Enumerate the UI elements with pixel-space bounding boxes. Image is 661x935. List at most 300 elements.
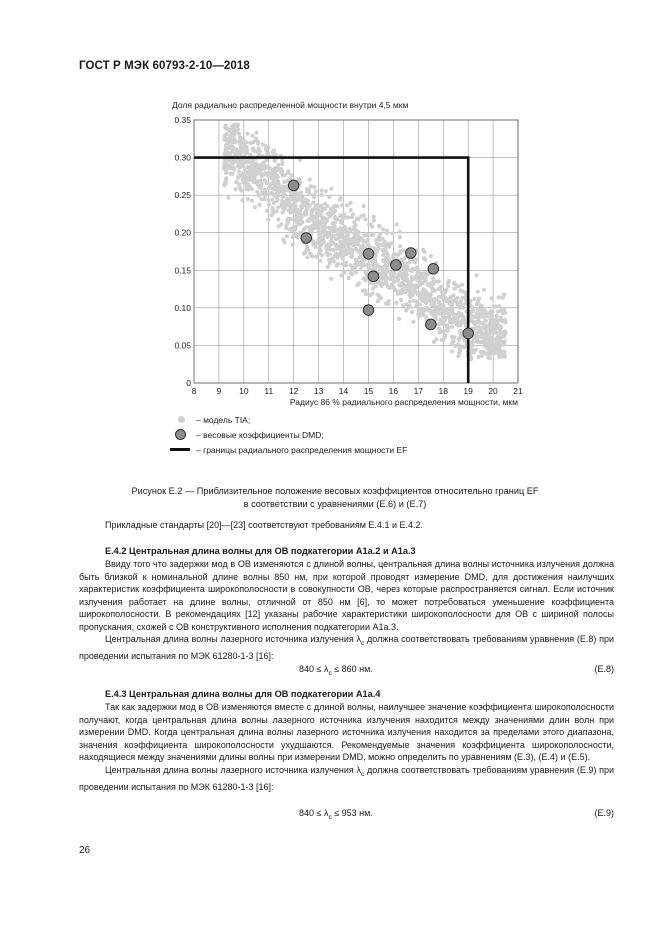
tia-point	[489, 309, 493, 313]
tia-point	[497, 295, 501, 299]
formula-e8-b: ≤ 860 нм.	[331, 664, 373, 674]
tia-point	[452, 339, 456, 343]
tia-point	[424, 301, 428, 305]
section-e42-p1: Ввиду того что задержки мод в ОВ изменяются с длиной волны, центральная длина волны источника излучения должна быть близкой к номинальной длине волны 850 нм, при которой проводят измерение DMD, для достижения наилучших характеристик коэффициента широкополосности в совокупности ОВ, через которые распространяется сигнал. Если источник излучения работает на длине волны, отличной от 850 нм [6], то может потребоваться уменьшение коэффициента широкополосности. В рекомендациях [12] указаны рабочие характеристики широкополосности для ОВ с шириной полосы пропускания, схожей с ОВ конструктивного исполнения подкатегории А1а.3.	[79, 559, 614, 632]
tia-point	[411, 320, 415, 324]
tia-point	[251, 148, 255, 152]
legend-label-dmd: – весовые коэффициенты DMD;	[196, 429, 324, 440]
tia-point	[359, 267, 363, 271]
tia-point	[497, 348, 501, 352]
tia-point	[338, 252, 342, 256]
formula-e9-sub: c	[328, 813, 332, 821]
tia-point	[477, 315, 481, 319]
chart-legend	[168, 412, 407, 457]
tia-point	[250, 187, 254, 191]
tia-point	[267, 203, 271, 207]
tia-point	[245, 187, 249, 191]
tia-point	[341, 248, 345, 252]
tia-point	[452, 281, 456, 285]
tia-point	[371, 286, 375, 290]
tia-point	[418, 280, 422, 284]
tia-point	[305, 255, 309, 259]
tia-point	[463, 339, 467, 343]
tia-point	[223, 134, 227, 138]
tia-point	[285, 234, 289, 238]
tia-point	[237, 184, 241, 188]
tia-point	[418, 302, 422, 306]
tia-point	[265, 209, 269, 213]
tia-point	[420, 293, 424, 297]
tia-point	[354, 229, 358, 233]
tia-point	[502, 342, 506, 346]
tia-point	[354, 270, 358, 274]
tia-point	[443, 311, 447, 315]
formula-e9-expression	[299, 808, 373, 821]
tia-point	[478, 321, 482, 325]
tia-point	[280, 162, 284, 166]
tia-point	[352, 235, 356, 239]
tia-point	[297, 215, 301, 219]
tia-point	[284, 226, 288, 230]
tia-point	[420, 308, 424, 312]
tia-point	[475, 273, 479, 277]
tia-point	[376, 263, 380, 267]
tia-point	[355, 261, 359, 265]
tia-point	[252, 164, 256, 168]
tia-point	[273, 159, 277, 163]
tia-point	[276, 167, 280, 171]
tia-point	[357, 281, 361, 285]
y-tick-label: 0.25	[174, 190, 191, 201]
tia-point	[363, 277, 367, 281]
scatter-chart	[160, 98, 540, 410]
tia-point	[232, 123, 236, 127]
tia-point	[224, 178, 228, 182]
tia-point	[315, 218, 319, 222]
tia-point	[250, 134, 254, 138]
tia-point	[490, 296, 494, 300]
tia-point	[327, 195, 331, 199]
formula-e8-sub: c	[328, 669, 332, 677]
tia-point	[272, 187, 276, 191]
tia-point	[446, 281, 450, 285]
tia-point	[292, 197, 296, 201]
tia-point	[433, 310, 437, 314]
tia-point	[391, 255, 395, 259]
tia-point	[327, 226, 331, 230]
tia-point	[291, 209, 295, 213]
tia-point	[229, 160, 233, 164]
x-tick-label: 18	[438, 386, 448, 396]
formula-e8-expression	[299, 664, 373, 677]
tia-point	[460, 283, 464, 287]
tia-point	[237, 132, 241, 136]
tia-point	[390, 241, 394, 245]
tia-point	[323, 202, 327, 206]
tia-point	[349, 228, 353, 232]
tia-point	[348, 201, 352, 205]
tia-point	[286, 221, 290, 225]
tia-point	[493, 337, 497, 341]
tia-point	[499, 325, 503, 329]
tia-point	[387, 259, 391, 263]
tia-point	[296, 208, 300, 212]
e43-p2-text-a: Центральная длина волны лазерного источника излучения λ	[105, 764, 362, 775]
tia-point	[330, 230, 334, 234]
tia-point	[410, 269, 414, 273]
tia-point	[321, 240, 325, 244]
formula-e9-number: (Е.9)	[594, 808, 614, 818]
legend-item-tia	[168, 412, 407, 427]
tia-point	[487, 337, 491, 341]
tia-point	[225, 170, 229, 174]
tia-point	[471, 315, 475, 319]
tia-point	[499, 316, 503, 320]
tia-point	[273, 194, 277, 198]
tia-point	[357, 238, 361, 242]
tia-point	[398, 230, 402, 234]
tia-point	[408, 300, 412, 304]
tia-point	[372, 215, 376, 219]
tia-point	[377, 243, 381, 247]
tia-point	[229, 172, 233, 176]
tia-point	[245, 141, 249, 145]
tia-point	[349, 208, 353, 212]
tia-point	[335, 255, 339, 259]
dmd-point	[368, 271, 379, 282]
tia-point	[311, 242, 315, 246]
chart-x-axis-label: Радиус 86 % радиального распределения мощности, мкм	[289, 397, 518, 407]
tia-point	[454, 322, 458, 326]
tia-point	[461, 319, 465, 323]
tia-point	[417, 271, 421, 275]
tia-point	[485, 353, 489, 357]
tia-point	[335, 264, 339, 268]
tia-point	[494, 326, 498, 330]
x-tick-label: 12	[288, 386, 299, 396]
tia-point	[369, 233, 373, 237]
tia-point	[326, 233, 330, 237]
tia-point	[480, 354, 484, 358]
tia-point	[473, 297, 477, 301]
tia-point	[280, 204, 284, 208]
tia-point	[366, 243, 370, 247]
tia-point	[248, 160, 252, 164]
ef-line-icon	[170, 448, 190, 451]
tia-point	[346, 233, 350, 237]
tia-point	[259, 197, 263, 201]
tia-point	[354, 242, 358, 246]
tia-point	[458, 346, 462, 350]
tia-point	[327, 258, 331, 262]
tia-point	[334, 252, 338, 256]
tia-point	[254, 131, 258, 135]
tia-point	[310, 217, 314, 221]
tia-point	[232, 168, 236, 172]
tia-point	[495, 314, 499, 318]
tia-point	[363, 269, 367, 273]
tia-point	[483, 344, 487, 348]
x-tick-label: 21	[513, 386, 523, 396]
tia-point	[324, 225, 328, 229]
tia-point	[429, 311, 433, 315]
dmd-point	[463, 328, 474, 339]
dmd-point	[363, 249, 374, 260]
tia-point	[342, 242, 346, 246]
tia-point	[308, 177, 312, 181]
tia-point	[234, 180, 238, 184]
tia-point	[241, 180, 245, 184]
standard-header: ГОСТ Р МЭК 60793-2-10—2018	[79, 60, 250, 72]
tia-point	[276, 217, 280, 221]
tia-point	[406, 265, 410, 269]
tia-point	[338, 214, 342, 218]
section-e43-body	[79, 701, 614, 793]
tia-point	[302, 252, 306, 256]
tia-point	[294, 233, 298, 237]
tia-point	[428, 299, 432, 303]
tia-point	[304, 212, 308, 216]
tia-point	[488, 356, 492, 360]
tia-point	[310, 254, 314, 258]
tia-point	[456, 302, 460, 306]
tia-point	[227, 146, 231, 150]
tia-point	[227, 137, 231, 141]
tia-point	[320, 193, 324, 197]
dmd-point	[426, 319, 437, 330]
tia-point	[227, 129, 231, 133]
tia-point	[356, 217, 360, 221]
figure-caption	[100, 485, 570, 511]
tia-point	[331, 210, 335, 214]
tia-point	[348, 238, 352, 242]
tia-point	[347, 276, 351, 280]
tia-point	[485, 312, 489, 316]
tia-point	[310, 224, 314, 228]
e42-p2-text-b: должна соответствовать требованиям уравнения (Е.8) при проведении испытания по МЭК 61280-1-3 [16]:	[79, 634, 614, 662]
tia-point	[497, 341, 501, 345]
tia-point	[372, 218, 376, 222]
y-tick-label: 0.20	[174, 227, 191, 238]
tia-point	[258, 150, 262, 154]
e43-p2-text-b: должна соответствовать требованиям уравнения (Е.9) при проведении испытания по МЭК 61280-1-3 [16]:	[79, 764, 614, 792]
tia-point	[280, 185, 284, 189]
tia-point	[350, 254, 354, 258]
tia-point	[422, 250, 426, 254]
tia-point	[501, 296, 505, 300]
tia-point	[450, 325, 454, 329]
tia-point	[255, 182, 259, 186]
tia-point	[280, 171, 284, 175]
formula-e9-a: 840 ≤ λ	[299, 808, 329, 818]
tia-point	[375, 250, 379, 254]
figure-caption-line2: в соответствии с уравнениями (Е.6) и (Е.7)	[243, 499, 427, 509]
tia-point	[362, 240, 366, 244]
tia-point	[386, 263, 390, 267]
tia-point	[378, 233, 382, 237]
tia-point	[408, 280, 412, 284]
tia-point	[403, 276, 407, 280]
tia-point	[429, 303, 433, 307]
tia-point	[286, 171, 290, 175]
tia-point	[318, 204, 322, 208]
tia-point	[255, 172, 259, 176]
tia-point	[503, 320, 507, 324]
tia-point	[450, 349, 454, 353]
tia-point	[226, 196, 230, 200]
tia-point	[413, 290, 417, 294]
formula-e8-a: 840 ≤ λ	[299, 664, 329, 674]
tia-point	[325, 251, 329, 255]
tia-point	[245, 132, 249, 136]
tia-point	[442, 319, 446, 323]
tia-point	[381, 276, 385, 280]
tia-point	[328, 248, 332, 252]
tia-point	[277, 193, 281, 197]
tia-point	[246, 197, 250, 201]
y-tick-label: 0.05	[174, 340, 191, 351]
tia-point	[265, 180, 269, 184]
page-number: 26	[79, 845, 91, 856]
tia-point	[250, 199, 254, 203]
tia-point	[271, 208, 275, 212]
tia-point	[271, 175, 275, 179]
tia-point	[399, 249, 403, 253]
tia-point	[404, 302, 408, 306]
tia-point	[342, 225, 346, 229]
tia-point	[378, 296, 382, 300]
tia-point	[276, 205, 280, 209]
tia-point	[398, 235, 402, 239]
tia-point	[381, 266, 385, 270]
tia-point	[267, 198, 271, 202]
tia-point	[230, 140, 234, 144]
tia-point	[455, 296, 459, 300]
x-tick-label: 8	[191, 386, 197, 396]
tia-point	[415, 300, 419, 304]
tia-point	[369, 222, 373, 226]
tia-point	[312, 195, 316, 199]
section-e43-heading: Е.4.3 Центральная длина волны для ОВ подкатегории А1а.4	[105, 689, 381, 699]
tia-point	[249, 141, 253, 145]
tia-point	[240, 198, 244, 202]
tia-point	[385, 228, 389, 232]
tia-point	[499, 330, 503, 334]
tia-point	[256, 140, 260, 144]
x-tick-label: 19	[463, 386, 473, 396]
dmd-point	[363, 305, 374, 316]
tia-point	[494, 330, 498, 334]
tia-point	[476, 290, 480, 294]
tia-point	[434, 316, 438, 320]
tia-point	[471, 309, 475, 313]
tia-point	[364, 292, 368, 296]
tia-point	[294, 225, 298, 229]
dmd-point	[428, 264, 439, 275]
section-e42-p2	[79, 633, 614, 663]
section-e43-p2	[79, 764, 614, 794]
tia-point	[398, 289, 402, 293]
tia-point	[319, 249, 323, 253]
tia-point	[478, 303, 482, 307]
tia-point	[264, 192, 268, 196]
tia-point	[223, 125, 227, 129]
y-tick-label: 0.30	[174, 152, 191, 163]
tia-point	[307, 218, 311, 222]
x-tick-label: 14	[338, 386, 349, 396]
tia-point	[374, 254, 378, 258]
tia-point	[384, 301, 388, 305]
tia-point	[366, 238, 370, 242]
chart-title: Доля радиально распределенной мощности внутри 4,5 мкм	[172, 100, 409, 110]
tia-point	[363, 233, 367, 237]
tia-point	[267, 186, 271, 190]
tia-point	[402, 284, 406, 288]
tia-point	[395, 222, 399, 226]
tia-point	[246, 171, 250, 175]
tia-point	[346, 248, 350, 252]
tia-point	[350, 215, 354, 219]
tia-point	[500, 308, 504, 312]
tia-point	[474, 334, 478, 338]
tia-point	[381, 253, 385, 257]
tia-point	[320, 253, 324, 257]
tia-point	[436, 279, 440, 283]
legend-item-dmd	[168, 427, 407, 442]
chart-svg	[160, 98, 540, 410]
tia-point	[429, 254, 433, 258]
tia-point	[233, 187, 237, 191]
tia-point	[309, 213, 313, 217]
tia-point	[387, 276, 391, 280]
y-tick-label: 0.35	[174, 115, 191, 125]
tia-point	[323, 222, 327, 226]
tia-point	[333, 216, 337, 220]
tia-point	[251, 176, 255, 180]
tia-point	[381, 248, 385, 252]
e43-p2-subscript: c	[361, 770, 365, 778]
tia-point	[476, 300, 480, 304]
tia-point	[350, 272, 354, 276]
tia-point	[456, 354, 460, 358]
tia-point	[324, 189, 328, 193]
tia-point	[484, 334, 488, 338]
tia-point	[305, 248, 309, 252]
tia-point	[433, 297, 437, 301]
x-tick-label: 10	[239, 386, 249, 396]
tia-point	[276, 175, 280, 179]
tia-point	[494, 304, 498, 308]
tia-point	[441, 330, 445, 334]
tia-point	[328, 261, 332, 265]
tia-point	[362, 204, 366, 208]
tia-point	[263, 171, 267, 175]
y-tick-label: 0.10	[174, 302, 191, 313]
tia-point	[438, 306, 442, 310]
tia-point	[361, 245, 365, 249]
tia-point	[424, 315, 428, 319]
tia-point	[363, 289, 367, 293]
tia-point	[331, 225, 335, 229]
tia-point	[424, 278, 428, 282]
tia-point	[382, 242, 386, 246]
tia-point	[456, 342, 460, 346]
dmd-marker-icon	[175, 429, 186, 440]
tia-point	[323, 233, 327, 237]
section-e42-heading: Е.4.2 Центральная длина волны для ОВ подкатегории А1а.2 и А1а.3	[105, 546, 416, 556]
tia-point	[453, 313, 457, 317]
tia-point	[476, 330, 480, 334]
